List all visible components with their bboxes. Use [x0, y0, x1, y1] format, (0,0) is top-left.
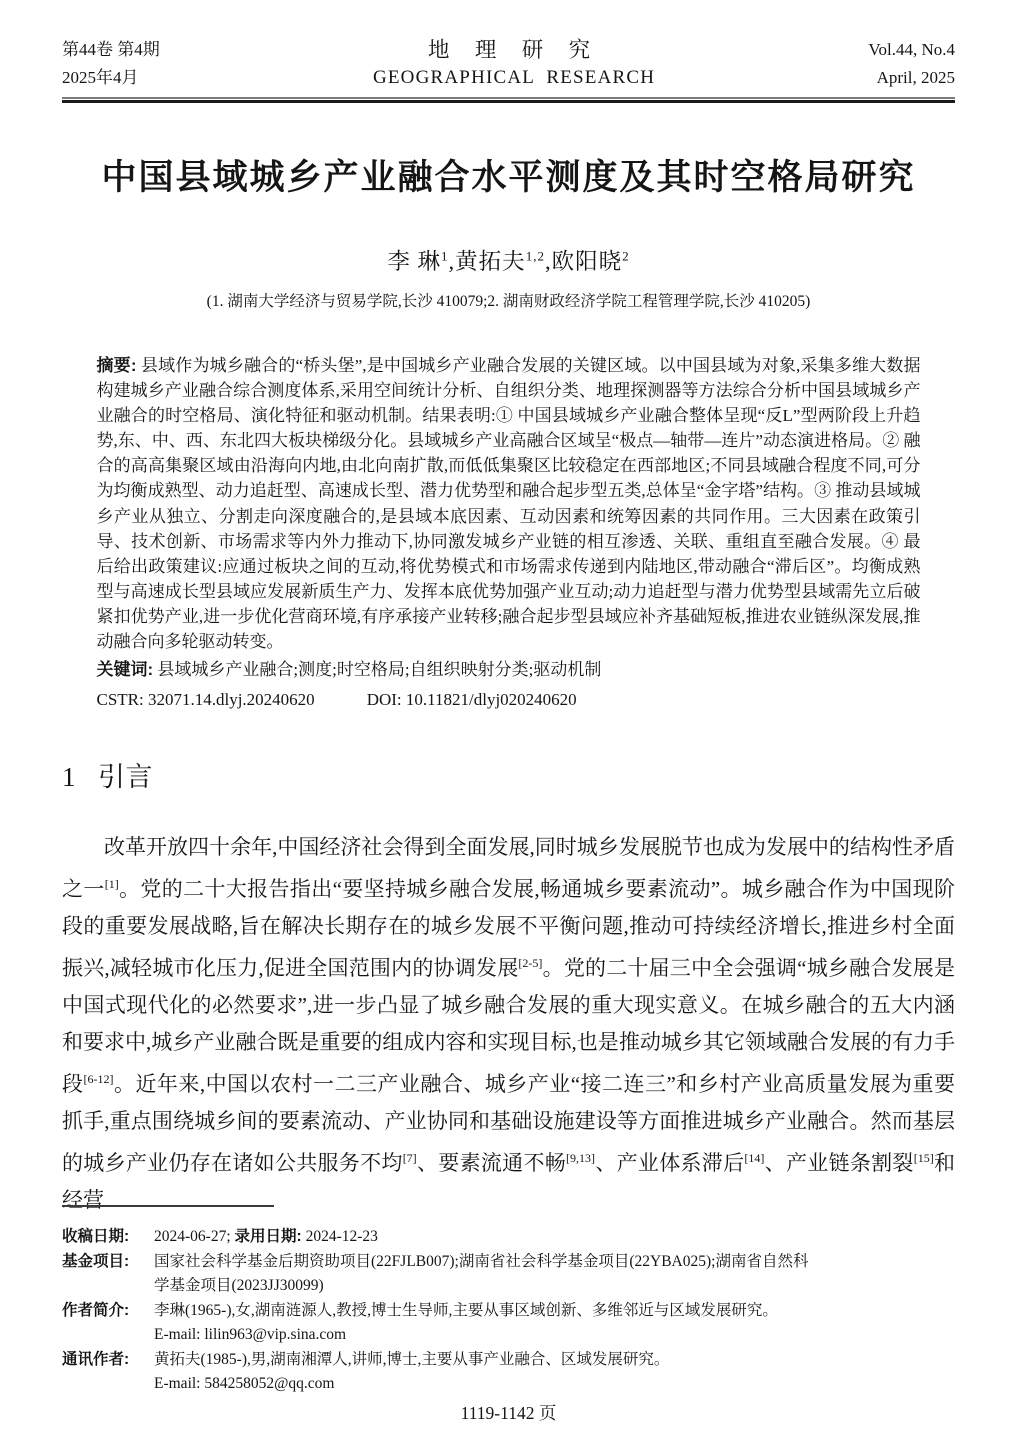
section-1-number: 1: [62, 762, 76, 793]
fund-line-2: 学基金项目(2023JJ30099): [154, 1277, 324, 1294]
corresponding-value: [154, 1348, 957, 1397]
journal-title-cn: 地 理 研 究: [428, 38, 601, 62]
article-title: 中国县域城乡产业融合水平测度及其时空格局研究: [101, 158, 916, 197]
fund-label: 基金项目:: [62, 1252, 130, 1270]
journal-title-en: GEOGRAPHICAL RESEARCH: [372, 67, 656, 88]
intro-paragraph-1: 改革开放四十余年,中国经济社会得到全面发展,同时城乡发展脱节也成为发展中的结构性矛盾之一[1]。党的二十大报告指出“要坚持城乡融合发展,畅通城乡要素流动”。城乡融合作为中国现阶段的重要发展战略,旨在解决长期存在的城乡发展不平衡问题,推动可持续经济增长,推进乡村全面振兴,减轻城市化压力,促进全国范围内的协调发展[2-5]。党的二十届三中全会强调“城乡融合发展是中国式现代化的必然要求”,进一步凸显了城乡融合发展的重大现实意义。在城乡融合的五大内涵和要求中,城乡产业融合既是重要的组成内容和实现目标,也是推动城乡其它领域融合发展的有力手段[6-12]。近年来,中国以农村一二三产业融合、城乡产业“接二连三”和乡村产业高质量发展为重要抓手,重点围绕城乡间的要素流动、产业协同和基础设施建设等方面推进城乡产业融合。然而基层的城乡产业仍存在诸如公共服务不均[7]、要素流通不畅[9,13]、产业体系滞后[14]、产业链条割裂[15]和经营: [62, 835, 956, 1213]
fund-line-1: 国家社会科学基金后期资助项目(22FJLB007);湖南省社会科学基金项目(22YBA025);湖南省自然科: [154, 1252, 809, 1270]
section-1-heading: [62, 755, 955, 794]
authors-line: 李 琳$^1$,黄拓夫$^{1,2}$,欧阳晓$^2$: [387, 248, 630, 274]
footnote-block: [62, 1205, 957, 1397]
footnote-fund-row: [62, 1250, 957, 1299]
journal-header-center: [160, 36, 869, 92]
section-1-title: 引言: [98, 762, 153, 793]
journal-header-left: [62, 36, 160, 92]
author-bio-email: E-mail: lilin963@vip.sina.com: [154, 1326, 347, 1343]
abstract-label: 摘要:: [96, 356, 137, 375]
cstr-doi-line: [97, 687, 921, 712]
author-bio-line-1: 李琳(1965-),女,湖南涟源人,教授,博士生导师,主要从事区域创新、多维邻近与区域发展研究。: [154, 1301, 778, 1319]
corresponding-line-1: 黄拓夫(1985-),男,湖南湘潭人,讲师,博士,主要从事产业融合、区域发展研究。: [154, 1350, 670, 1368]
corresponding-email: E-mail: 584258052@qq.com: [154, 1375, 335, 1392]
affiliation-line: (1. 湖南大学经济与贸易学院,长沙 410079;2. 湖南财政经济学院工程管理学院,长沙 410205): [206, 293, 811, 310]
keywords-text: 县域城乡产业融合;测度;时空格局;自组织映射分类;驱动机制: [157, 660, 602, 680]
header-double-rule: [62, 97, 955, 103]
volume-issue-cn: 第44卷 第4期: [62, 40, 160, 59]
abstract-text: 县域作为城乡融合的“桥头堡”,是中国城乡产业融合发展的关键区域。以中国县域为对象,采集多维大数据构建城乡产业融合综合测度体系,采用空间统计分析、自组织分类、地理探测器等方法综合分析中国县域城乡产业融合的时空格局、演化特征和驱动机制。结果表明:① 中国县域城乡产业融合整体呈现“反L”型两阶段上升趋势,东、中、西、东北四大板块梯级分化。县域城乡产业高融合区域呈“极点—轴带—连片”动态演进格局。② 融合的高高集聚区域由沿海向内地,由北向南扩散,而低低集聚区比较稳定在西部地区;不同县域融合程度不同,可分为均衡成熟型、动力追赶型、高速成长型、潜力优势型和融合起步型五类,总体呈“金字塔”结构。③ 推动县域城乡产业从独立、分割走向深度融合的,是县域本底因素、互动因素和统筹因素的共同作用。三大因素在政策引导、技术创新、市场需求等内外力推动下,协同激发城乡产业链的相互渗透、关联、重组直至融合发展。④ 最后给出政策建议:应通过板块之间的互动,将优势模式和市场需求传递到内陆地区,带动融合“滞后区”。均衡成熟型与高速成长型县域应发展新质生产力、发挥本底优势加强产业互动;动力追赶型与潜力优势型县域需先立后破紧扣优势产业,进一步优化营商环境,有序承接产业转移;融合起步型县域应补齐基础短板,推进农业链纵深发展,推动融合向多轮驱动转变。: [96, 356, 921, 652]
corresponding-label: 通讯作者:: [62, 1350, 130, 1368]
footnote-separator: [62, 1205, 274, 1207]
page-range: 1119-1142 页: [460, 1403, 557, 1423]
cstr-id: CSTR: 32071.14.dlyj.20240620: [96, 690, 315, 710]
footnote-received-row: [62, 1225, 957, 1250]
date-cn: 2025年4月: [62, 68, 139, 87]
author-bio-label: 作者简介:: [62, 1301, 130, 1319]
fund-value: [154, 1250, 957, 1299]
author-bio-value: [154, 1299, 957, 1348]
abstract-paragraph: [97, 353, 921, 654]
abstract-block: [97, 353, 921, 712]
journal-header-right: [868, 36, 955, 92]
keywords-line: [97, 657, 921, 682]
journal-header: [62, 36, 955, 92]
doi-id: DOI: 10.11821/dlyj020240620: [366, 690, 577, 710]
received-date-value: 2024-06-27; 录用日期: 2024-12-23: [154, 1228, 378, 1245]
footnote-corresponding-row: [62, 1348, 957, 1397]
received-date-label: 收稿日期:: [62, 1228, 130, 1245]
volume-issue-en: Vol.44, No.4: [868, 40, 955, 59]
keywords-label: 关键词:: [96, 660, 154, 680]
footnote-author-bio-row: [62, 1299, 957, 1348]
date-en: April, 2025: [876, 68, 955, 87]
